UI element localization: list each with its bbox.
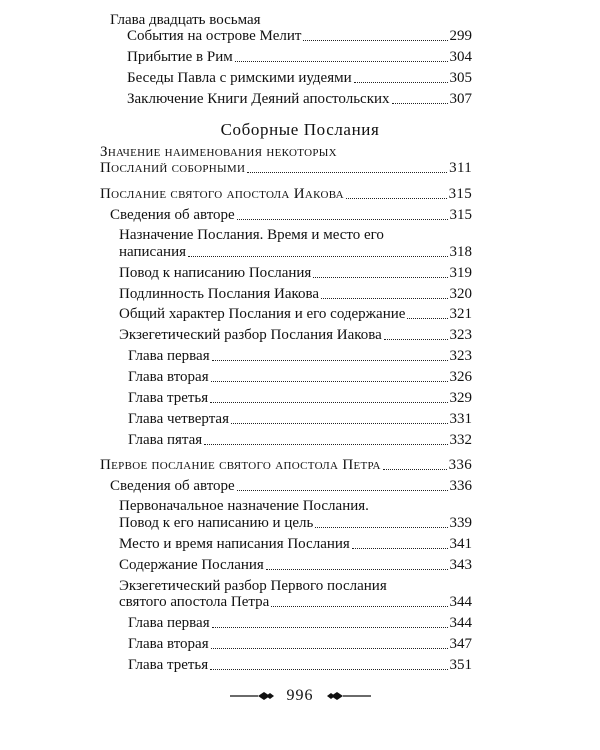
toc-entry[interactable] xyxy=(119,592,472,612)
toc-entry-chapter[interactable] xyxy=(128,346,472,366)
dot-leader xyxy=(204,444,447,445)
dot-leader xyxy=(212,360,448,361)
dot-leader xyxy=(235,61,448,62)
dot-leader xyxy=(211,381,448,382)
toc-entry[interactable] xyxy=(127,47,472,67)
page-number: 332 xyxy=(449,432,472,448)
dot-leader xyxy=(392,103,448,104)
page-number: 305 xyxy=(449,70,472,86)
entry-label: Глава пятая xyxy=(128,432,203,448)
dot-leader xyxy=(237,219,448,220)
page-number: 344 xyxy=(449,594,472,610)
toc-entry[interactable] xyxy=(127,89,472,109)
page-number: 336 xyxy=(449,478,472,494)
dot-leader xyxy=(313,277,447,278)
page-number: 299 xyxy=(449,28,472,44)
page-number: 326 xyxy=(449,369,472,385)
dot-leader xyxy=(346,198,447,199)
dot-leader xyxy=(231,423,448,424)
dot-leader xyxy=(352,548,448,549)
entry-label-line1: Первоначальное назначение Послания. xyxy=(119,498,369,514)
page-number: 311 xyxy=(449,160,472,176)
page-number: 341 xyxy=(449,536,472,552)
dot-leader xyxy=(247,172,447,173)
toc-entry-chapter[interactable] xyxy=(128,430,472,450)
entry-label: написания xyxy=(119,244,186,260)
toc-entry[interactable] xyxy=(119,555,472,575)
dot-leader xyxy=(237,490,448,491)
toc-entry-james[interactable] xyxy=(100,184,472,204)
entry-label: Место и время написания Послания xyxy=(119,536,350,552)
entry-label: Глава третья xyxy=(128,390,209,406)
intro-line1: Значение наименования некоторых xyxy=(100,144,337,160)
toc-entry[interactable] xyxy=(110,476,472,496)
entry-label: святого апостола Петра xyxy=(119,594,270,610)
ornament-left-icon xyxy=(230,690,274,702)
entry-label: Общий характер Послания и его содержание xyxy=(119,306,406,322)
dot-leader xyxy=(303,40,447,41)
page-number: 319 xyxy=(449,265,472,281)
toc-entry-chapter[interactable] xyxy=(128,409,472,429)
toc-entry[interactable] xyxy=(127,26,472,46)
entry-label: Сведения об авторе xyxy=(110,478,235,494)
page-number: 329 xyxy=(449,390,472,406)
entry-label: Прибытие в Рим xyxy=(127,49,233,65)
entry-label: Глава вторая xyxy=(128,369,209,385)
page-number: 320 xyxy=(449,286,472,302)
page-number: 321 xyxy=(449,306,472,322)
ornament-right-icon xyxy=(327,690,371,702)
page-number: 323 xyxy=(449,348,472,364)
dot-leader xyxy=(383,469,447,470)
page-number: 336 xyxy=(448,457,472,473)
entry-label: Первое послание святого апостола Петра xyxy=(100,457,381,473)
dot-leader xyxy=(315,527,447,528)
page-number: 331 xyxy=(449,411,472,427)
toc-entry[interactable] xyxy=(119,263,472,283)
entry-label: Подлинность Послания Иакова xyxy=(119,286,320,302)
entry-label: Глава четвертая xyxy=(128,411,229,427)
entry-label: Глава вторая xyxy=(128,636,209,652)
footer-page-number: 996 xyxy=(286,687,314,704)
page-number: 315 xyxy=(448,186,472,202)
page-number: 344 xyxy=(449,615,472,631)
entry-label: Сведения об авторе xyxy=(110,207,235,223)
page-footer xyxy=(0,687,600,705)
toc-entry[interactable] xyxy=(119,242,472,262)
entry-label: Экзегетический разбор Послания Иакова xyxy=(119,327,382,343)
dot-leader xyxy=(211,648,448,649)
page-number: 323 xyxy=(449,327,472,343)
toc-entry[interactable] xyxy=(119,534,472,554)
entry-label: События на острове Мелит xyxy=(127,28,302,44)
chapter-heading: Глава двадцать восьмая xyxy=(110,12,261,28)
toc-entry[interactable] xyxy=(119,304,472,324)
toc-entry-chapter[interactable] xyxy=(128,388,472,408)
page-number: 304 xyxy=(449,49,472,65)
dot-leader xyxy=(384,339,448,340)
page-number: 318 xyxy=(449,244,472,260)
entry-label: Повод к написанию Послания xyxy=(119,265,312,281)
entry-label: Повод к его написанию и цель xyxy=(119,515,314,531)
dot-leader xyxy=(354,82,448,83)
dot-leader xyxy=(271,606,447,607)
entry-label: Беседы Павла с римскими иудеями xyxy=(127,70,352,86)
dot-leader xyxy=(210,402,447,403)
dot-leader xyxy=(266,569,448,570)
entry-label-line1: Назначение Послания. Время и место его xyxy=(119,227,384,243)
toc-entry-chapter[interactable] xyxy=(128,367,472,387)
page-number: 339 xyxy=(449,515,472,531)
dot-leader xyxy=(321,298,447,299)
dot-leader xyxy=(210,669,447,670)
toc-entry[interactable] xyxy=(119,284,472,304)
entry-label: Посланий соборными xyxy=(100,160,246,176)
toc-entry[interactable] xyxy=(127,68,472,88)
toc-entry-intro[interactable] xyxy=(100,158,472,178)
dot-leader xyxy=(188,256,448,257)
toc-entry[interactable] xyxy=(119,325,472,345)
entry-label: Глава третья xyxy=(128,657,209,673)
page-number: 315 xyxy=(449,207,472,223)
toc-entry[interactable] xyxy=(110,205,472,225)
page-number: 351 xyxy=(449,657,472,673)
page-number: 343 xyxy=(449,557,472,573)
entry-label: Глава первая xyxy=(128,615,210,631)
toc-entry-chapter[interactable] xyxy=(128,655,472,675)
entry-label: Глава первая xyxy=(128,348,210,364)
dot-leader xyxy=(407,318,447,319)
toc-entry-chapter[interactable] xyxy=(128,634,472,654)
page-number: 307 xyxy=(449,91,472,107)
dot-leader xyxy=(212,627,448,628)
entry-label: Содержание Послания xyxy=(119,557,264,573)
toc-entry-peter[interactable] xyxy=(100,455,472,475)
section-title: Соборные Послания xyxy=(220,120,380,139)
entry-label: Послание святого апостола Иакова xyxy=(100,186,344,202)
entry-label-line1: Экзегетический разбор Первого послания xyxy=(119,578,387,594)
page-number: 347 xyxy=(449,636,472,652)
entry-label: Заключение Книги Деяний апостольских xyxy=(127,91,390,107)
toc-entry-chapter[interactable] xyxy=(128,613,472,633)
toc-entry[interactable] xyxy=(119,513,472,533)
